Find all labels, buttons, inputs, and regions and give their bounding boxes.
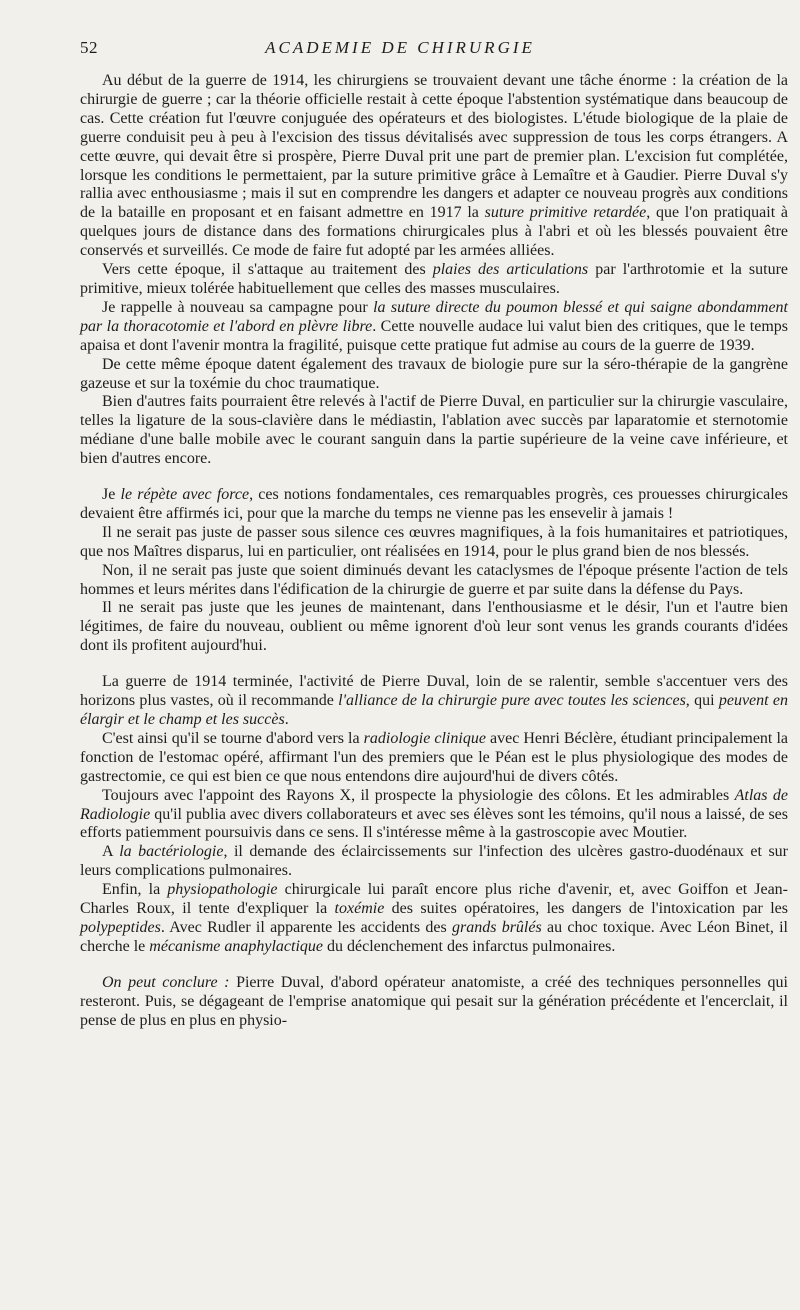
text-run: Je rappelle à nouveau sa campagne pour <box>102 298 374 316</box>
paragraph <box>80 787 788 844</box>
paragraph <box>80 843 788 881</box>
italic-text: Atlas de Radiologie <box>80 786 789 823</box>
text-run: . Avec Rudler il apparente les accidents des <box>160 918 452 936</box>
text-run: qu'il publia avec divers collaborateurs et avec ses élèves sont les témoins, qu'il nous a laissé, de ses efforts patiemment poursuivis dans ce sens. Il s'intéresse même à la gastroscopie avec Moutier. <box>80 805 788 842</box>
paragraph <box>80 486 788 524</box>
paragraph <box>80 261 788 299</box>
text-run: au choc toxique. Avec Léon Binet, il cherche le <box>80 918 789 955</box>
text-run: Il ne serait pas juste de passer sous silence ces œuvres magnifiques, à la fois humanitaires et patriotiques, que nos Maîtres disparus, lui en particulier, ont réalisées en 1914, pour le plus grand bien de nos blessés. <box>80 523 788 560</box>
italic-text: le répète avec force <box>120 486 250 504</box>
text-run: Vers cette époque, il s'attaque au traitement des <box>102 261 433 279</box>
paragraph <box>80 730 788 787</box>
text-run: avec Henri Béclère, étudiant principalement la fonction de l'estomac opéré, affirmant l'un des premiers que le Péan est le plus physiologique des modes de gastrectomie, ce qui est bien ce que nous entendons dire aujourd'hui de divers côtés. <box>80 729 788 785</box>
text-run: Je <box>102 486 121 504</box>
text-run: A <box>102 843 120 861</box>
italic-text: la suture directe du poumon blessé et qui saigne abondamment par la thoracotomie et l'abord en plèvre libre <box>80 298 788 335</box>
italic-text: polypeptides <box>80 918 161 936</box>
page-number: 52 <box>80 38 98 57</box>
text-run: . <box>284 711 289 728</box>
text-run: , que l'on pratiquait à quelques jours de distance dans des formations chirurgicales plus à l'abri et où les blessés pouvaient être conservés et surveillés. Ce mode de faire fut adopté par les armées alliées. <box>80 204 789 260</box>
italic-text: radiologie clinique <box>363 729 486 747</box>
italic-text: plaies des articulations <box>432 261 589 279</box>
text-run: Non, il ne serait pas juste que soient diminués devant les cataclysmes de l'époque présente l'action de tels hommes et leurs mérites dans l'édification de la chirurgie de guerre et par suite dans la défense du Pays. <box>80 561 788 598</box>
running-title: ACADEMIE DE CHIRURGIE <box>265 38 535 57</box>
text-run: Enfin, la <box>102 881 168 899</box>
paragraph <box>80 72 788 261</box>
text-run: chirurgicale lui paraît encore plus riche d'avenir, et, avec Goiffon et Jean-Charles Roux, il tente d'expliquer la <box>80 881 789 918</box>
paragraph <box>80 393 788 469</box>
paragraph <box>80 673 788 730</box>
paragraph <box>80 974 788 1031</box>
italic-text: peuvent en élargir et le champ et les succès <box>80 692 788 728</box>
text-run: Il ne serait pas juste que les jeunes de maintenant, dans l'enthousiasme et le désir, l'un et l'autre bien légitimes, de faire du nouveau, oublient ou même ignorent d'où leur sont venus les grands courants d'idées dont ils profitent aujourd'hui. <box>80 599 788 655</box>
text-run: , il demande des éclaircissements sur l'infection des ulcères gastro-duodénaux et sur leurs complications pulmonaires. <box>80 843 789 880</box>
text-run: La guerre de 1914 terminée, l'activité de Pierre Duval, loin de se ralentir, semble s'accentuer vers des horizons plus vastes, où il recommande <box>80 673 788 710</box>
italic-text: l'alliance de la chirurgie pure avec toutes les sciences <box>338 692 686 710</box>
italic-text: suture primitive retardée <box>484 204 647 222</box>
paragraph <box>80 524 788 562</box>
page-header <box>0 38 800 62</box>
text-run: Toujours avec l'appoint des Rayons X, il prospecte la physiologie des côlons. Et les admirables <box>102 786 735 804</box>
italic-text: grands brûlés <box>451 918 542 936</box>
italic-text: On peut conclure : <box>102 973 230 991</box>
italic-text: physiopathologie <box>167 881 278 899</box>
text-run: du déclenchement des infarctus pulmonaires. <box>323 937 616 955</box>
italic-text: toxémie <box>334 900 385 918</box>
italic-text: la bactériologie <box>119 843 224 861</box>
text-run: Bien d'autres faits pourraient être relevés à l'actif de Pierre Duval, en particulier sur la chirurgie vasculaire, telles la ligature de la sous-clavière dans le médiastin, l'ablation avec succès par laparatomie et sternotomie médiane d'une balle mobile avec le courant sanguin dans la partie supérieure de la veine cave inférieure, et bien d'autres encore. <box>80 393 788 468</box>
text-run: des suites opératoires, les dangers de l'intoxication par les <box>384 900 788 918</box>
paragraph <box>80 356 788 394</box>
paragraph <box>80 562 788 600</box>
paragraph <box>80 299 788 356</box>
italic-text: mécanisme anaphylactique <box>149 937 324 955</box>
text-run: Pierre Duval, d'abord opérateur anatomiste, a créé des techniques personnelles qui resteront. Puis, se dégageant de l'emprise anatomique qui pesait sur la génération précédente et l'encerclait, il pense de plus en plus en physio- <box>80 973 788 1029</box>
body-text <box>80 72 788 1031</box>
text-run: , qui <box>685 692 719 710</box>
text-run: De cette même époque datent également des travaux de biologie pure sur la séro-thérapie de la gangrène gazeuse et sur la toxémie du choc traumatique. <box>80 355 788 392</box>
text-run: Au début de la guerre de 1914, les chirurgiens se trouvaient devant une tâche énorme : la création de la chirurgie de guerre ; car la théorie officielle restait à cette époque l'abstention systématique dans beaucoup de cas. Cette création fut l'œuvre conjuguée des opérateurs et des biologistes. L'étude biologique de la plaie de guerre conduisit peu à peu à l'excision des tissus dévitalisés avec suppression de tous les corps étrangers. A cette œuvre, qui devait être si prospère, Pierre Duval prit une part de premier plan. L'excision fut complétée, lorsque les conditions le permettaient, par la suture primitive grâce à Lemaître et à Gaudier. Pierre Duval s'y rallia avec enthousiasme ; mais il sut en comprendre les dangers et adapter ce nouveau progrès aux conditions de la bataille en proposant et en faisant admettre en 1917 la <box>80 72 788 222</box>
paragraph <box>80 599 788 656</box>
text-run: , ces notions fondamentales, ces remarquables progrès, ces prouesses chirurgicales devaient être affirmés ici, pour que la marche du temps ne vienne pas les ensevelir à jamais ! <box>80 486 789 522</box>
text-run: par l'arthrotomie et la suture primitive, mieux tolérée habituellement que celles des masses musculaires. <box>80 261 789 297</box>
paragraph <box>80 881 788 957</box>
text-run: . Cette nouvelle audace lui valut bien des critiques, que le temps apaisa et dont l'avenir montra la fragilité, puisque cette pratique fut admise au cours de la guerre de 1939. <box>80 317 789 354</box>
text-run: C'est ainsi qu'il se tourne d'abord vers la <box>102 729 364 747</box>
